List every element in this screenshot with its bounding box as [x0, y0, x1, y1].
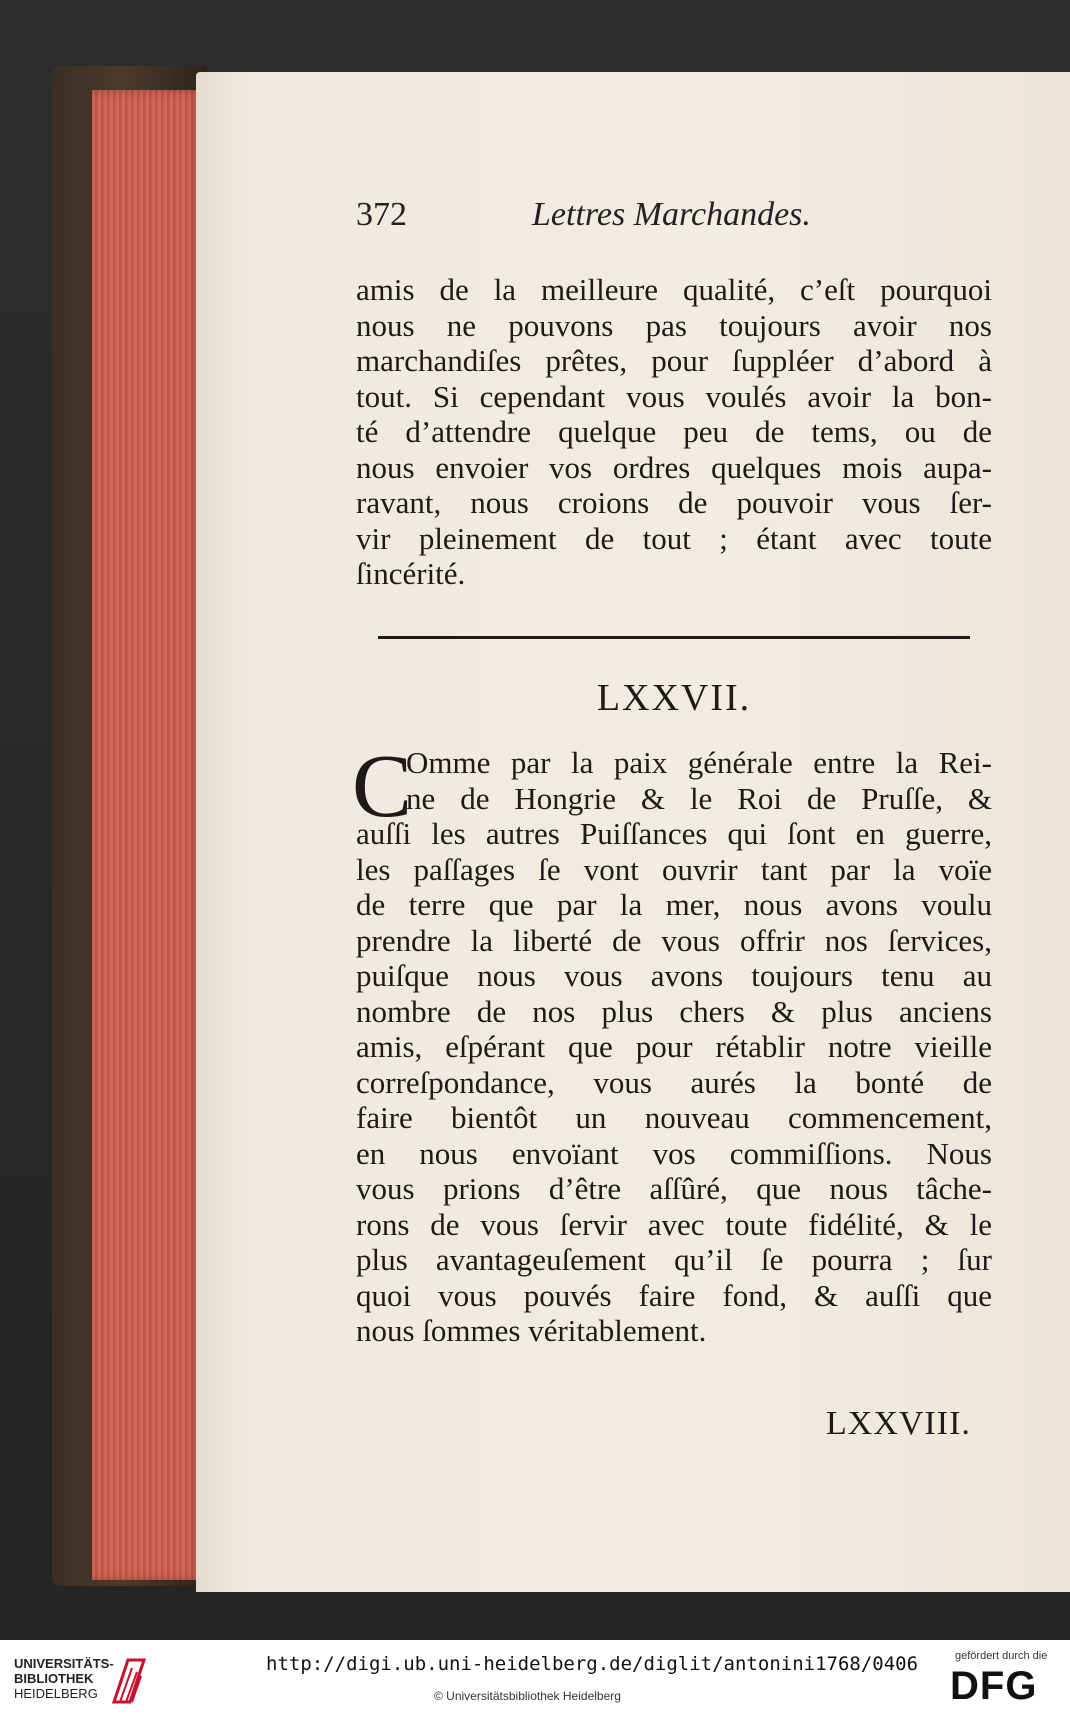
ub-heidelberg-logo-icon[interactable] — [108, 1654, 150, 1706]
library-name-line: HEIDELBERG — [14, 1686, 98, 1701]
text-line: quoi vous pouvés faire fond, & auſſi que — [356, 1277, 992, 1313]
text-line: nous ne pouvons pas toujours avoir nos — [356, 307, 992, 343]
permalink-url[interactable]: http://digi.ub.uni-heidelberg.de/diglit/antonini1768/0406 — [266, 1653, 919, 1675]
text-line: ne de Hongrie & le Roi de Pruſſe, & — [406, 780, 992, 816]
text-line: plus avantageuſement qu’il ſe pourra ; ſur — [356, 1242, 992, 1277]
section-rule — [378, 636, 970, 639]
text-line: tout. Si cependant vous voulés avoir la bon- — [356, 378, 992, 414]
text-line: amis, eſpérant que pour rétablir notre vieille — [356, 1029, 992, 1064]
text-line: nous envoier vos ordres quelques mois aupa- — [356, 449, 992, 485]
text-line: ſincérité. — [356, 556, 466, 591]
text-line: rons de vous ſervir avec toute fidélité, & le — [356, 1206, 992, 1242]
library-name-line: BIBLIOTHEK — [14, 1671, 94, 1686]
text-line: té d’attendre quelque peu de tems, ou de — [356, 414, 992, 449]
paragraph-1 — [356, 272, 992, 592]
text-line: amis de la meilleure qualité, c’eſt pourquoi — [356, 272, 992, 307]
running-header — [356, 196, 826, 240]
drop-cap: C — [352, 737, 413, 836]
catchword: LXXVIII. — [826, 1405, 971, 1442]
text-line: de terre que par la mer, nous avons voulu — [356, 887, 992, 922]
dfg-logo[interactable]: DFG — [950, 1664, 1038, 1708]
text-line: faire bientôt un nouveau commencement, — [356, 1100, 992, 1135]
text-line: nombre de nos plus chers & plus anciens — [356, 993, 992, 1029]
text-line: en nous envoïant vos commiſſions. Nous — [356, 1135, 992, 1171]
text-line: les paſſages ſe vont ouvrir tant par la voïe — [356, 851, 992, 887]
paragraph-2 — [356, 745, 992, 1349]
library-name-line: UNIVERSITÄTS- — [14, 1656, 114, 1671]
text-line: marchandiſes prêtes, pour ſuppléer d’abord à — [356, 343, 992, 378]
text-line: Omme par la paix générale entre la Rei- — [406, 745, 992, 780]
text-line: nous ſommes véritablement. — [356, 1313, 707, 1348]
library-name[interactable] — [14, 1656, 114, 1701]
copyright-notice: © Universitätsbibliothek Heidelberg — [434, 1689, 621, 1703]
text-line: puiſque nous vous avons toujours tenu au — [356, 958, 992, 993]
page-edges — [92, 90, 202, 1580]
running-title: Lettres Marchandes. — [532, 196, 811, 233]
viewer-footer — [0, 1640, 1070, 1718]
letter-heading: LXXVII. — [596, 677, 752, 719]
text-line: correſpondance, vous aurés la bonté de — [356, 1064, 992, 1100]
text-line: auſſi les autres Puiſſances qui ſont en guerre, — [356, 816, 992, 851]
page-number: 372 — [356, 196, 407, 233]
sponsor-caption: gefördert durch die — [955, 1650, 1048, 1662]
text-line: ravant, nous croions de pouvoir vous ſer- — [356, 485, 992, 520]
text-line: prendre la liberté de vous offrir nos ſervices, — [356, 922, 992, 958]
text-line: vous prions d’être aſſûré, que nous tâche- — [356, 1171, 992, 1206]
text-line: vir pleinement de tout ; étant avec toute — [356, 520, 992, 556]
